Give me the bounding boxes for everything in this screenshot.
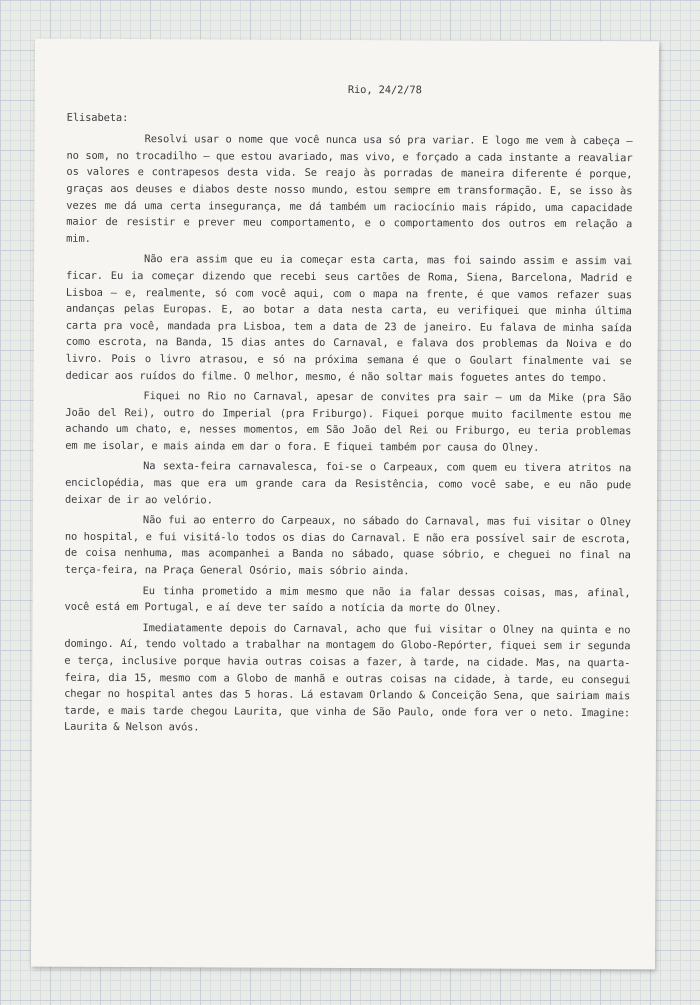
letter-paragraph-3: Fiquei no Rio no Carnaval, apesar de convites pra sair — um da Mike (pra São João del Rei), outro do Imperial (pra Friburgo). Fiquei porque muito facilmente estou me achando um chato, e, nesses momentos, em São João del Rei ou Friburgo, eu teria problemas em me isolar, e mais ainda em dar o fora. E fiquei também por causa do Olney.: [65, 390, 632, 454]
letter-paragraph-5: Não fui ao enterro do Carpeaux, no sábado do Carnaval, mas fui visitar o Olney no hospital, e fui visitá-lo todos os dias do Carnaval. E não era possível sair de escrota, de coisa nenhuma, mas acompanhei a Banda no sábado, quase sóbrio, e cheguei no final na terça-feira, na Praça General Osório, mais sóbrio ainda.: [64, 514, 631, 578]
letter-date: Rio, 24/2/78: [347, 84, 422, 97]
letter-sheet: [31, 39, 659, 970]
letter-greeting: Elisabeta:: [66, 111, 129, 124]
letter-paragraph-6: Eu tinha prometido a mim mesmo que não ia falar dessas coisas, mas, afinal, você está em Portugal, e aí deve ter saído a notícia da morte do Olney.: [64, 584, 631, 615]
letter-paragraph-4: Na sexta-feira carnavalesca, foi-se o Carpeaux, com quem eu tivera atritos na enciclopédia, mas que era um grande cara da Resistência, como você sabe, e eu não pude deixar de ir ao velório.: [64, 460, 632, 507]
letter-paragraph-7: Imediatamente depois do Carnaval, acho que fui visitar o Olney na quinta e no domingo. Aí, tendo voltado a trabalhar na montagem do Globo-Repórter, fiquei sem ir segunda e terça, inclusive porque havia outras coisas a fazer, à tarde, na cidade. Mas, na quarta-feira, dia 15, mesmo com a Globo de manhã e outras coisas na cidade, à tarde, eu consegui chegar no hospital antes das 5 horas. Lá estavam Orlando & Conceição Sena, que sairiam mais tarde, e mais tarde chegou Laurita, que vinha de São Paulo, onde fora ver o neto. Imagine: Laurita & Nelson avós.: [63, 621, 631, 734]
letter-paragraph-1: Resolvi usar o nome que você nunca usa só pra variar. E logo me vem à cabeça — no som, no trocadilho — que estou avariado, mas vivo, e forçado a cada instante a reavaliar os valores e contrapesos desta vida. Se reajo às porradas de maneira diferente é porque, graças aos deuses e diabos deste nosso mundo, estou sempre em transformação. E, se isso às vezes me dá uma certa insegurança, me dá também um raciocínio mais rápido, uma capacidade maior de resistir e prever meu comportamento, e o comportamento dos outros em relação a mim.: [66, 133, 633, 245]
letter-paragraph-2: Não era assim que eu ia começar esta carta, mas foi saindo assim e assim vai ficar. Eu ia começar dizendo que recebi seus cartões de Roma, Siena, Barcelona, Madrid e Lisboa — e, realmente, só com você aqui, com o mapa na frente, é que vamos refazer suas andanças pelas Europas. E, ao botar a data nesta carta, eu verifiquei que minha última carta pra você, mandada pra Lisboa, tem a data de 23 de janeiro. Eu falava de minha saída como escrota, na Banda, 15 dias antes do Carnaval, e falava dos problemas da Noiva e do livro. Pois o livro atrasou, e só na próxima semana é que o Goulart finalmente vai se dedicar aos ruídos do filme. O melhor, mesmo, é não soltar mais foguetes antes do tempo.: [65, 253, 633, 384]
typewritten-letter: [64, 81, 633, 738]
